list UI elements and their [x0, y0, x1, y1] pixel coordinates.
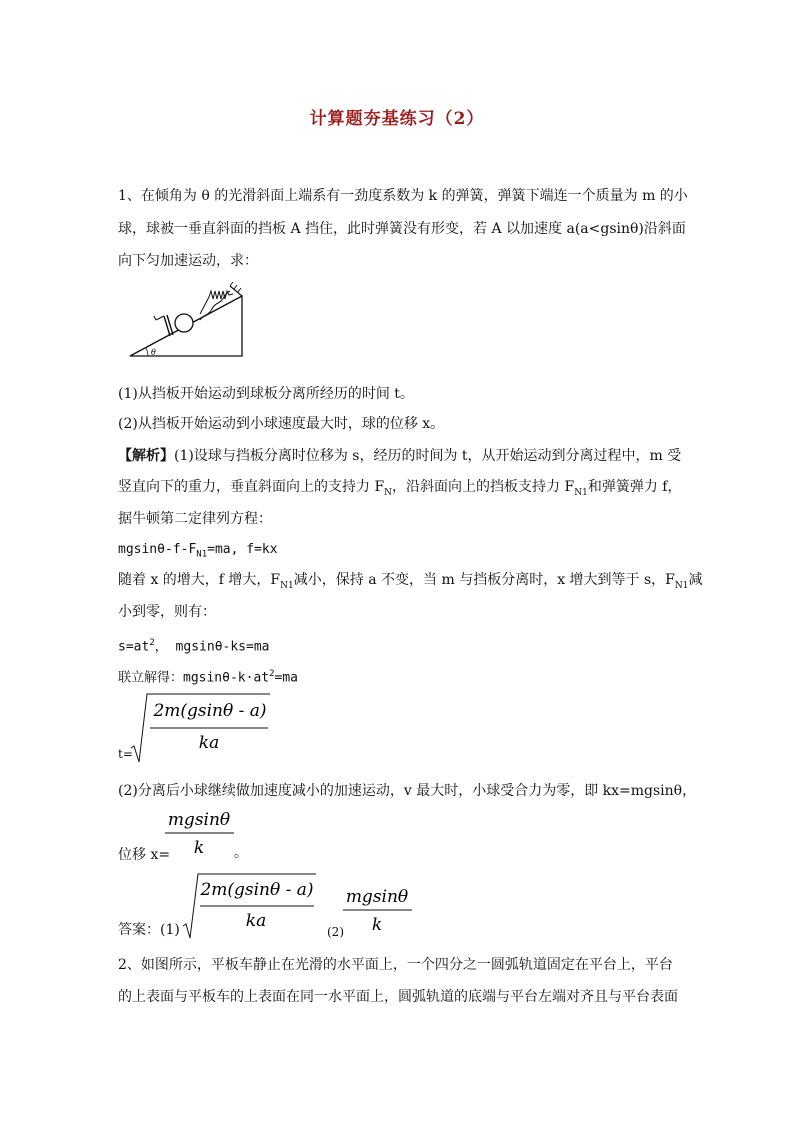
incline-spring-figure: [126, 282, 250, 362]
analysis-text-2a: 竖直向下的重力，垂直斜面向上的支持力 F: [118, 479, 385, 495]
subscript-n1-c: N1: [674, 580, 689, 591]
analysis-text-4a: 随着 x 的增大，f 增大，F: [118, 572, 281, 588]
answer1-numerator: 2m(gsinθ - a): [200, 880, 314, 900]
displacement-denominator: k: [193, 838, 205, 858]
analysis-tag: 【解析】: [118, 448, 174, 464]
answer2-numerator: mgsinθ: [345, 887, 409, 907]
answer-2-label: (2): [327, 925, 344, 939]
analysis-part2: (2)分离后小球继续做加速度减小的加速运动，v 最大时，小球受合力为零，即 kx=mgsinθ，: [118, 783, 697, 799]
analysis-text-1: (1)设球与挡板分离时位移为 s，经历的时间为 t，从开始运动到分离过程中，m 受: [174, 448, 682, 464]
equation-2: [118, 633, 269, 657]
subscript-n: N: [384, 487, 393, 498]
answer1-denominator: ka: [245, 911, 267, 931]
problem1-stem-line-2: 球，球被一垂直斜面的挡板 A 挡住，此时弹簧没有形变，若 A 以加速度 a(a<gsinθ)沿斜面: [118, 221, 686, 237]
equation-1-part-b: =ma, f=kx: [207, 542, 278, 557]
equation-1-part-a: mgsinθ-f-F: [118, 542, 197, 557]
analysis-line-2: [118, 477, 681, 503]
equation-3: [118, 664, 298, 688]
equation-2-sup: 2: [149, 638, 155, 648]
equation-3-part-a: 联立解得：mgsinθ-k·at: [118, 670, 270, 686]
problem2-line-2: 的上表面与平板车的上表面在同一水平面上，圆弧轨道的底端与平台左端对齐且与平台表面: [118, 989, 678, 1005]
angle-theta-label: θ: [151, 348, 156, 357]
problem2-line-1: 2、如图所示，平板车静止在光滑的水平面上，一个四分之一圆弧轨道固定在平台上，平台: [118, 957, 673, 973]
problem1-stem-line-3: 向下匀加速运动，求：: [118, 253, 258, 269]
equation-2-part-a: s=at: [118, 639, 150, 655]
analysis-line-5: 小到零，则有：: [118, 604, 216, 620]
analysis-line-4: [118, 570, 703, 596]
analysis-text-4c: 减: [688, 572, 703, 588]
answer-formula-2: [340, 880, 418, 936]
t-formula-prefix: t=: [118, 747, 133, 761]
t-denominator: ka: [198, 733, 220, 753]
displacement-formula: [162, 803, 240, 859]
t-numerator: 2m(gsinθ - a): [153, 701, 267, 721]
displacement-numerator: mgsinθ: [167, 810, 231, 830]
analysis-line-3: 据牛顿第二定律列方程：: [118, 511, 272, 527]
answer2-denominator: k: [371, 915, 383, 935]
answer-formula-1: [182, 872, 322, 942]
question-1: (1)从挡板开始运动到球板分离所经历的时间 t。: [118, 386, 414, 402]
subscript-n1-b: N1: [280, 580, 294, 591]
analysis-text-4b: 减小，保持 a 不变，当 m 与挡板分离时，x 增大到等于 s，F: [293, 572, 675, 588]
analysis-text-2b: ，沿斜面向上的挡板支持力 F: [392, 479, 575, 495]
equation-3-part-b: =ma: [274, 670, 298, 686]
equation-1: [118, 540, 278, 565]
question-2: (2)从挡板开始运动到小球速度最大时，球的位移 x。: [118, 416, 445, 432]
subscript-n1: N1: [574, 487, 588, 498]
equation-3-sup: 2: [269, 669, 275, 679]
equation-1-subscript: N1: [196, 549, 208, 560]
page-title: 计算题夯基练习（2）: [309, 109, 485, 129]
displacement-prefix: 位移 x=: [118, 847, 171, 863]
t-formula: [130, 692, 280, 764]
analysis-line-1: [118, 446, 681, 466]
equation-2-part-b: ， mgsinθ-ks=ma: [154, 639, 270, 655]
problem1-stem-line-1: 1、在倾角为 θ 的光滑斜面上端系有一劲度系数为 k 的弹簧，弹簧下端连一个质量为 m 的小: [118, 188, 688, 204]
answer-prefix: 答案：(1): [118, 922, 180, 938]
analysis-text-2c: 和弹簧弹力 f，: [587, 479, 682, 495]
displacement-suffix: 。: [234, 845, 248, 861]
